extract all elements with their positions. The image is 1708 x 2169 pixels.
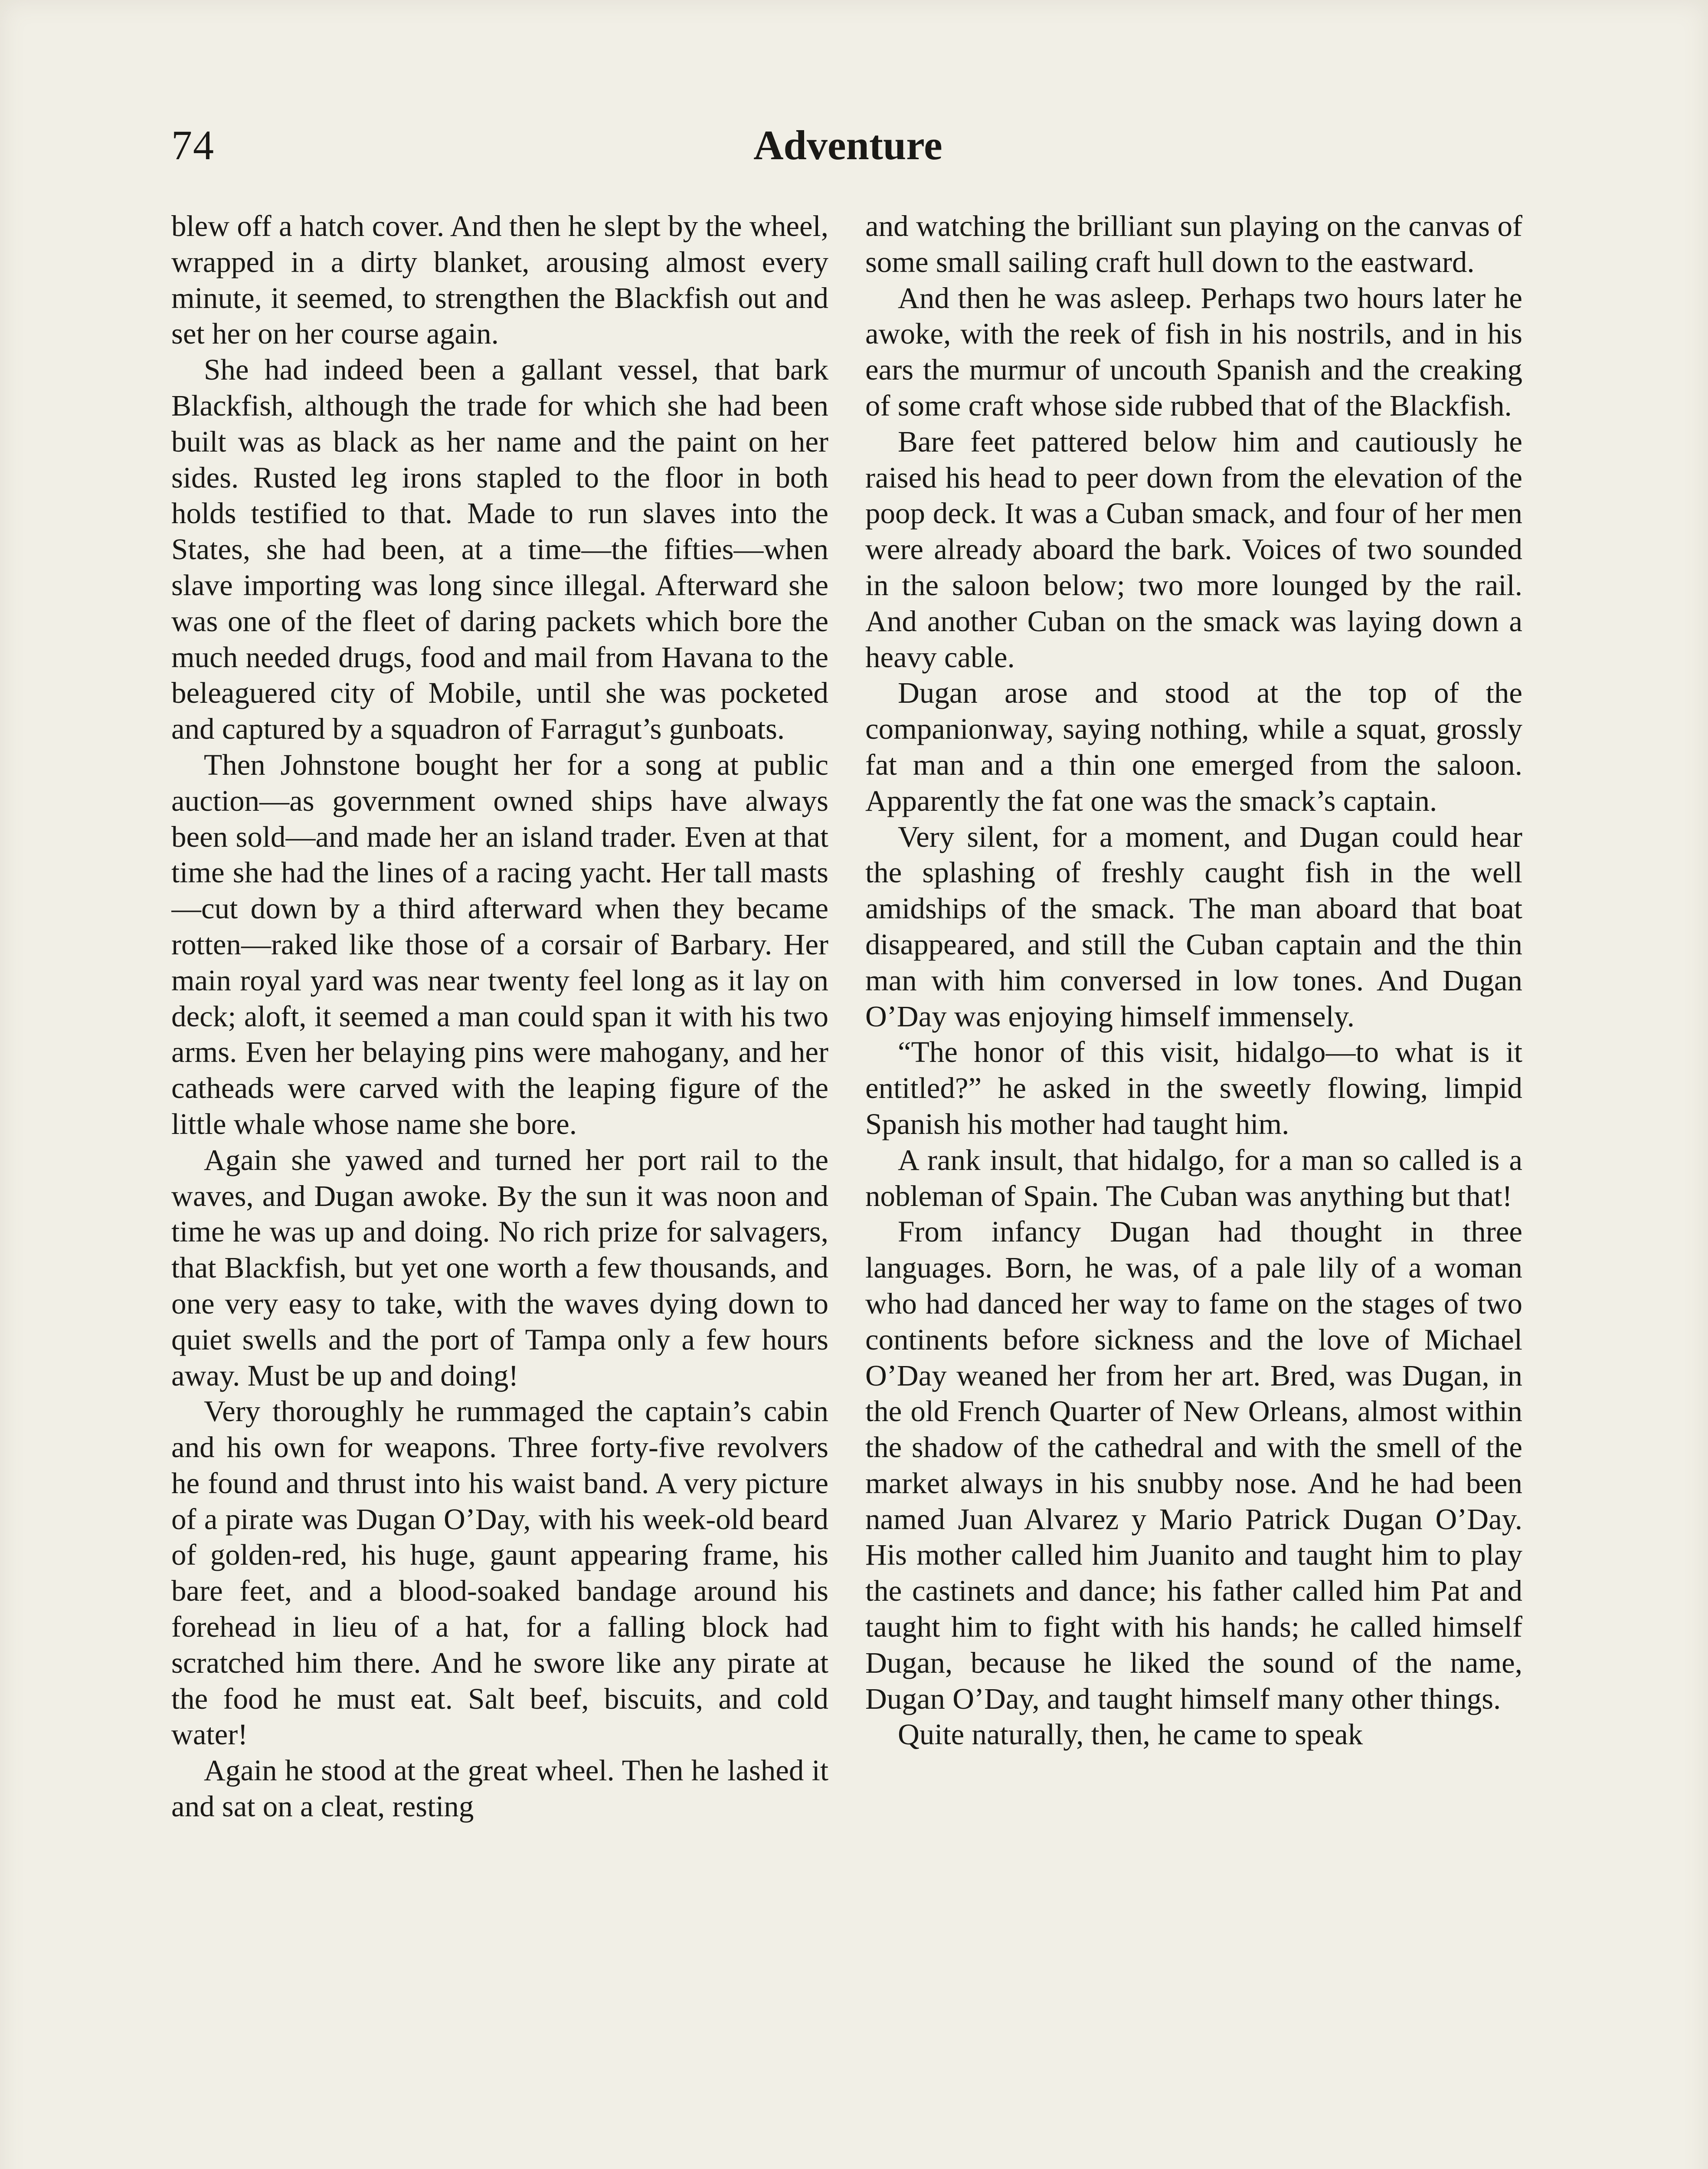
paragraph: A rank insult, that hidalgo, for a man so called is a nobleman of Spain. The Cuban was anything but that! bbox=[865, 1143, 1522, 1212]
paragraph: “The honor of this visit, hidalgo—to what is it entitled?” he asked in the sweetly flowing, limpid Spanish his mother had taught him. bbox=[865, 1035, 1522, 1140]
paragraph: Very silent, for a moment, and Dugan could hear the splashing of freshly caught fish in the well amidships of the smack. The man aboard that boat disappeared, and still the Cuban captain and the thin man with him conversed in low tones. And Dugan O’Day was enjoying himself immensely. bbox=[865, 820, 1522, 1033]
paragraph: Again he stood at the great wheel. Then he lashed it and sat on a cleat, resting bbox=[171, 1754, 828, 1823]
paragraph: Very thoroughly he rummaged the captain’s cabin and his own for weapons. Three forty-five revolvers he found and thrust into his waist band. A very picture of a pirate was Dugan O’Day, with his week-old beard of golden-red, his huge, gaunt appearing frame, his bare feet, and a blood-soaked bandage around his forehead in lieu of a hat, for a falling block had scratched him there. And he swore like any pirate at the food he must eat. Salt beef, biscuits, and cold water! bbox=[171, 1395, 828, 1751]
running-title: Adventure bbox=[753, 122, 942, 168]
paragraph: Again she yawed and turned her port rail to the waves, and Dugan awoke. By the sun it was noon and time he was up and doing. No rich prize for salvagers, that Blackfish, but yet one worth a few thousands, and one very easy to take, with the waves dying down to quiet swells and the port of Tampa only a few hours away. Must be up and doing! bbox=[171, 1143, 828, 1392]
paragraph: From infancy Dugan had thought in three languages. Born, he was, of a pale lily of a woman who had danced her way to fame on the stages of two continents before sickness and the love of Michael O’Day weaned her from her art. Bred, was Dugan, in the old French Quarter of New Orleans, almost within the shadow of the cathedral and with the smell of the market always in his snubby nose. And he had been named Juan Alvarez y Mario Patrick Dugan O’Day. His mother called him Juanito and taught him to play the castinets and dance; his father called him Pat and taught him to fight with his hands; he called himself Dugan, because he liked the sound of the name, Dugan O’Day, and taught himself many other things. bbox=[865, 1215, 1522, 1715]
paragraph: Quite naturally, then, he came to speak bbox=[898, 1718, 1363, 1751]
left-column bbox=[171, 208, 828, 2169]
paragraph: And then he was asleep. Perhaps two hours later he awoke, with the reek of fish in his nostrils, and in his ears the murmur of uncouth Spanish and the creaking of some craft whose side rubbed that of the Blackfish. bbox=[865, 281, 1522, 422]
paragraph: Dugan arose and stood at the top of the companionway, saying nothing, while a squat, grossly fat man and a thin one emerged from the saloon. Apparently the fat one was the smack’s captain. bbox=[865, 676, 1522, 817]
paragraph: and watching the brilliant sun playing on the canvas of some small sailing craft hull down to the eastward. bbox=[865, 210, 1522, 278]
page-header bbox=[171, 117, 1525, 174]
paragraph: Bare feet pattered below him and cautiously he raised his head to peer down from the elevation of the poop deck. It was a Cuban smack, and four of her men were already aboard the bark. Voices of two sounded in the saloon below; two more lounged by the rail. And another Cuban on the smack was laying down a heavy cable. bbox=[865, 425, 1522, 674]
right-column bbox=[865, 208, 1522, 2169]
paragraph: She had indeed been a gallant vessel, that bark Blackfish, although the trade for which she had been built was as black as her name and the paint on her sides. Rusted leg irons stapled to the floor in both holds testified to that. Made to run slaves into the States, she had been, at a time—the fifties—when slave importing was long since illegal. Afterward she was one of the fleet of daring packets which bore the much needed drugs, food and mail from Havana to the beleaguered city of Mobile, until she was pocketed and captured by a squadron of Farragut’s gunboats. bbox=[171, 353, 828, 746]
page-number: 74 bbox=[171, 122, 215, 168]
paragraph: blew off a hatch cover. And then he slept by the wheel, wrapped in a dirty blanket, arousing almost every minute, it seemed, to strengthen the Blackfish out and set her on her course again. bbox=[171, 210, 828, 351]
paragraph: Then Johnstone bought her for a song at public auction—as government owned ships have always been sold—and made her an island trader. Even at that time she had the lines of a racing yacht. Her tall masts—cut down by a third afterward when they became rotten—raked like those of a corsair of Barbary. Her main royal yard was near twenty feel long as it lay on deck; aloft, it seemed a man could span it with his two arms. Even her belaying pins were mahogany, and her catheads were carved with the leaping figure of the little whale whose name she bore. bbox=[171, 748, 828, 1140]
